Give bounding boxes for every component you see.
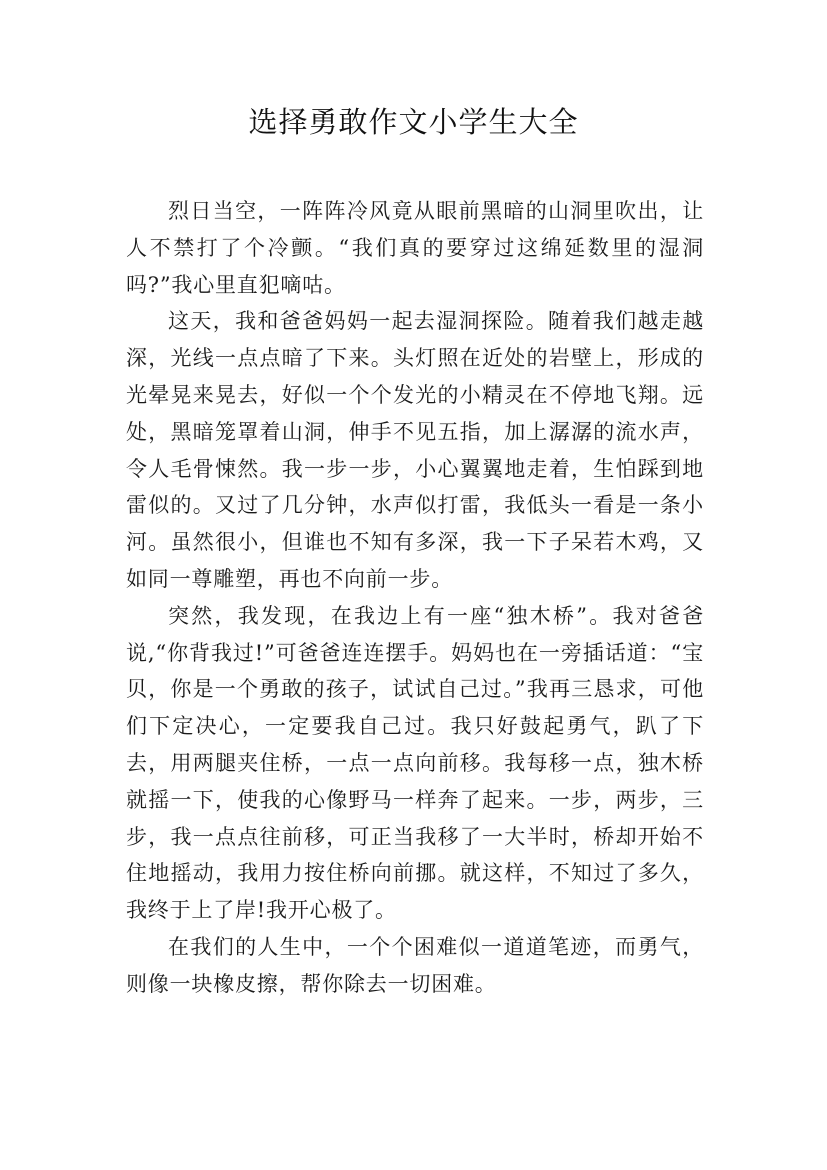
paragraph-3: 突然，我发现，在我边上有一座“独木桥”。我对爸爸说,“你背我过!”可爸爸连连摆手。妈妈也在一旁插话道：“宝贝，你是一个勇敢的孩子，试试自己过。”我再三恳求，可他们下定决心，一定要我自己过。我只好鼓起勇气，趴了下去，用两腿夹住桥，一点一点向前移。我每移一点，独木桥就摇一下，使我的心像野马一样奔了起来。一步，两步，三步，我一点点往前移，可正当我移了一大半时，桥却开始不住地摇动，我用力按住桥向前挪。就这样，不知过了多久，我终于上了岸!我开心极了。 [126,603,704,923]
paragraph-1: 烈日当空，一阵阵冷风竟从眼前黑暗的山洞里吹出，让人不禁打了个冷颤。“我们真的要穿过这绵延数里的湿洞吗?”我心里直犯嘀咕。 [126,199,704,297]
paragraph-2: 这天，我和爸爸妈妈一起去湿洞探险。随着我们越走越深，光线一点点暗了下来。头灯照在近处的岩壁上，形成的光晕晃来晃去，好似一个个发光的小精灵在不停地飞翔。远处，黑暗笼罩着山洞，伸手不见五指，加上潺潺的流水声，令人毛骨悚然。我一步一步，小心翼翼地走着，生怕踩到地雷似的。又过了几分钟，水声似打雷，我低头一看是一条小河。虽然很小，但谁也不知有多深，我一下子呆若木鸡，又如同一尊雕塑，再也不向前一步。 [126,309,704,591]
document-title: 选择勇敢作文小学生大全 [248,105,579,139]
paragraph-4: 在我们的人生中，一个个困难似一道道笔迹，而勇气，则像一块橡皮擦，帮你除去一切困难。 [126,934,704,996]
document-body [126,193,704,1003]
